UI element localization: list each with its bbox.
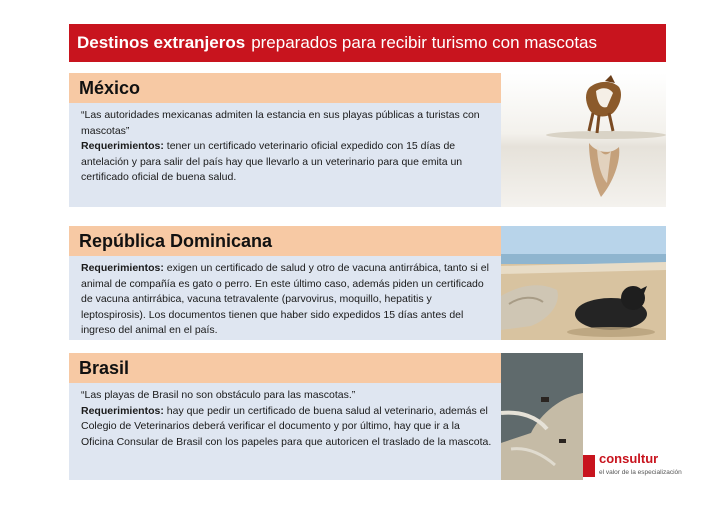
requirements-label: Requerimientos: — [81, 262, 164, 274]
section-rd-body — [69, 256, 501, 340]
requirements-text: exigen un certificado de salud y otro de vacuna antirrábica, tanto si el animal de compañía es gato o perro. En este último caso, además piden un certificado de vacuna antirrábica, vacuna tetravalente (parvovirus, moquillo, hepatitis y leptospirosis). Los documentos tienen que haber sido expedidos 15 días antes del ingreso del animal en el país. — [81, 262, 489, 336]
requirements-text: hay que pedir un certificado de buena salud al veterinario, además el Colegio de Veterinarios deberá verificar el documento y por último, hay que ir a la Oficina Consular de Brasil con los papeles para que autoricen el traslado de la mascota. — [81, 404, 492, 448]
consultur-logo-name: consultur — [599, 451, 659, 466]
section-mexico-heading: México — [69, 73, 501, 103]
page-title-bold: Destinos extranjeros — [77, 33, 246, 52]
section-brasil-requirements — [81, 404, 493, 451]
section-brasil-body — [69, 383, 501, 480]
section-rd-heading: República Dominicana — [69, 226, 501, 256]
consultur-logo — [583, 449, 693, 485]
dogs-on-shore-photo — [501, 353, 583, 480]
requirements-label: Requerimientos: — [81, 140, 164, 152]
page-title-bar — [69, 24, 666, 62]
dog-running-beach-photo — [501, 73, 666, 207]
page-title-subtitle: preparados para recibir turismo con mascotas — [251, 33, 598, 52]
consultur-logo-icon — [583, 455, 595, 477]
section-brasil-quote: “Las playas de Brasil no son obstáculo para las mascotas.” — [81, 389, 356, 401]
section-mexico-quote: “Las autoridades mexicanas admiten la estancia en sus playas públicas a turistas con mascotas” — [81, 109, 480, 137]
dog-lying-beach-photo — [501, 226, 666, 340]
section-brasil-heading: Brasil — [69, 353, 501, 383]
section-rd-requirements — [81, 261, 493, 339]
section-mexico-body — [69, 103, 501, 207]
section-mexico-requirements — [81, 139, 493, 186]
consultur-logo-tagline: el valor de la especialización — [599, 469, 682, 476]
requirements-text: tener un certificado veterinario oficial expedido con 15 días de antelación y para salir del país hay que llevarlo a un veterinario para que emita un certificado oficial de buena salud. — [81, 140, 463, 183]
requirements-label: Requerimientos: — [81, 404, 164, 417]
